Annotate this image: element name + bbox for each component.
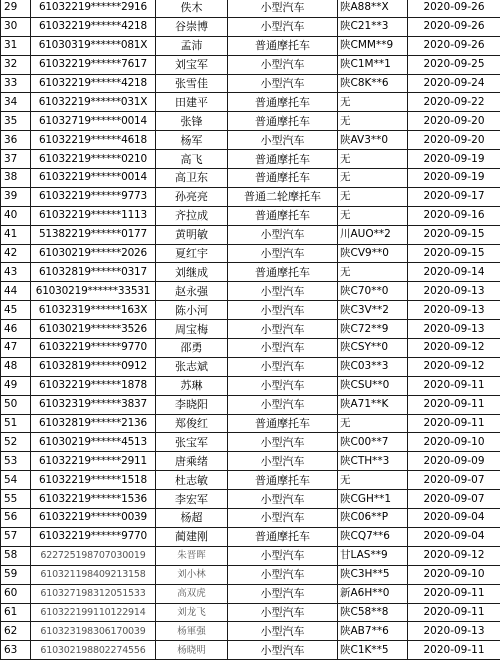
vehicle-type-cell: 小型汽车	[228, 603, 338, 622]
row-number-cell: 31	[1, 36, 31, 55]
person-name-cell: 邵勇	[156, 339, 228, 358]
plate-number-cell: 陕C06**P	[338, 509, 408, 528]
date-cell: 2020-09-10	[408, 565, 500, 584]
plate-number-cell: 无	[338, 263, 408, 282]
id-number-cell: 61032819******2136	[31, 414, 156, 433]
table-row	[1, 395, 500, 414]
person-name-cell: 杨晓明	[156, 641, 228, 660]
id-number-cell: 61032219******9770	[31, 527, 156, 546]
id-number-cell: 51382219******0177	[31, 225, 156, 244]
date-cell: 2020-09-12	[408, 339, 500, 358]
plate-number-cell: 无	[338, 93, 408, 112]
person-name-cell: 苏琳	[156, 376, 228, 395]
table-row	[1, 17, 500, 36]
date-cell: 2020-09-11	[408, 376, 500, 395]
vehicle-type-cell: 小型汽车	[228, 0, 338, 17]
vehicle-type-cell: 小型汽车	[228, 641, 338, 660]
vehicle-type-cell: 小型汽车	[228, 395, 338, 414]
plate-number-cell: 陕CV9**0	[338, 244, 408, 263]
id-number-cell: 61032219******7617	[31, 55, 156, 74]
vehicle-type-cell: 小型汽车	[228, 320, 338, 339]
id-number-cell: 61030219******2026	[31, 244, 156, 263]
plate-number-cell: 无	[338, 414, 408, 433]
id-number-cell: 61032219******031X	[31, 93, 156, 112]
vehicle-type-cell: 普通摩托车	[228, 414, 338, 433]
row-number-cell: 49	[1, 376, 31, 395]
plate-number-cell: 陕C72**9	[338, 320, 408, 339]
vehicle-type-cell: 小型汽车	[228, 282, 338, 301]
id-number-cell: 61032219******0014	[31, 169, 156, 188]
plate-number-cell: 陕C00**7	[338, 433, 408, 452]
person-name-cell: 夏红宇	[156, 244, 228, 263]
vehicle-type-cell: 普通摩托车	[228, 263, 338, 282]
vehicle-type-cell: 小型汽车	[228, 55, 338, 74]
date-cell: 2020-09-19	[408, 169, 500, 188]
person-name-cell: 高飞	[156, 150, 228, 169]
vehicle-type-cell: 小型汽车	[228, 131, 338, 150]
table-row	[1, 187, 500, 206]
person-name-cell: 黄明敏	[156, 225, 228, 244]
table-row	[1, 357, 500, 376]
row-number-cell: 48	[1, 357, 31, 376]
table-row	[1, 112, 500, 131]
table-row	[1, 584, 500, 603]
table-row	[1, 55, 500, 74]
vehicle-type-cell: 小型汽车	[228, 301, 338, 320]
row-number-cell: 30	[1, 17, 31, 36]
plate-number-cell: 陕C1K**5	[338, 641, 408, 660]
person-name-cell: 刘宝军	[156, 55, 228, 74]
row-number-cell: 45	[1, 301, 31, 320]
date-cell: 2020-09-20	[408, 131, 500, 150]
table-row	[1, 622, 500, 641]
person-name-cell: 杜志敏	[156, 471, 228, 490]
vehicle-type-cell: 小型汽车	[228, 225, 338, 244]
person-name-cell: 齐拉成	[156, 206, 228, 225]
person-name-cell: 杨军	[156, 131, 228, 150]
table-row	[1, 36, 500, 55]
row-number-cell: 54	[1, 471, 31, 490]
id-number-cell: 610321198409213158	[31, 565, 156, 584]
date-cell: 2020-09-11	[408, 584, 500, 603]
plate-number-cell: 陕C03**3	[338, 357, 408, 376]
table-row	[1, 565, 500, 584]
row-number-cell: 39	[1, 187, 31, 206]
person-name-cell: 刘小林	[156, 565, 228, 584]
id-number-cell: 61032219******2916	[31, 0, 156, 17]
plate-number-cell: 无	[338, 169, 408, 188]
vehicle-type-cell: 小型汽车	[228, 622, 338, 641]
plate-number-cell: 陕AV3**0	[338, 131, 408, 150]
date-cell: 2020-09-13	[408, 301, 500, 320]
date-cell: 2020-09-14	[408, 263, 500, 282]
date-cell: 2020-09-15	[408, 225, 500, 244]
plate-number-cell: 无	[338, 112, 408, 131]
id-number-cell: 61032219******4218	[31, 74, 156, 93]
id-number-cell: 61032319******163X	[31, 301, 156, 320]
person-name-cell: 刘继成	[156, 263, 228, 282]
id-number-cell: 61032819******0912	[31, 357, 156, 376]
table-row	[1, 150, 500, 169]
date-cell: 2020-09-07	[408, 471, 500, 490]
date-cell: 2020-09-26	[408, 36, 500, 55]
date-cell: 2020-09-10	[408, 433, 500, 452]
id-number-cell: 61030219******4513	[31, 433, 156, 452]
vehicle-type-cell: 小型汽车	[228, 452, 338, 471]
table-row	[1, 641, 500, 660]
plate-number-cell: 无	[338, 150, 408, 169]
date-cell: 2020-09-04	[408, 527, 500, 546]
vehicle-type-cell: 小型汽车	[228, 244, 338, 263]
vehicle-type-cell: 普通二轮摩托车	[228, 187, 338, 206]
vehicle-type-cell: 小型汽车	[228, 490, 338, 509]
person-name-cell: 周宝梅	[156, 320, 228, 339]
person-name-cell: 张志斌	[156, 357, 228, 376]
id-number-cell: 610327198312051533	[31, 584, 156, 603]
plate-number-cell: 无	[338, 187, 408, 206]
row-number-cell: 46	[1, 320, 31, 339]
plate-number-cell: 陕C3V**2	[338, 301, 408, 320]
plate-number-cell: 陕C58**8	[338, 603, 408, 622]
person-name-cell: 李晓阳	[156, 395, 228, 414]
row-number-cell: 55	[1, 490, 31, 509]
row-number-cell: 57	[1, 527, 31, 546]
table-row	[1, 301, 500, 320]
id-number-cell: 61030219******33531	[31, 282, 156, 301]
person-name-cell: 李宏军	[156, 490, 228, 509]
id-number-cell: 61032219******2911	[31, 452, 156, 471]
row-number-cell: 60	[1, 584, 31, 603]
table-row	[1, 169, 500, 188]
id-number-cell: 61032819******0317	[31, 263, 156, 282]
row-number-cell: 40	[1, 206, 31, 225]
table-row	[1, 452, 500, 471]
row-number-cell: 63	[1, 641, 31, 660]
plate-number-cell: 陕CGH**1	[338, 490, 408, 509]
date-cell: 2020-09-16	[408, 206, 500, 225]
date-cell: 2020-09-19	[408, 150, 500, 169]
plate-number-cell: 陕AB7**6	[338, 622, 408, 641]
person-name-cell: 孟沛	[156, 36, 228, 55]
row-number-cell: 59	[1, 565, 31, 584]
plate-number-cell: 甘LAS**9	[338, 546, 408, 565]
vehicle-type-cell: 普通摩托车	[228, 112, 338, 131]
plate-number-cell: 陕A88**X	[338, 0, 408, 17]
date-cell: 2020-09-04	[408, 509, 500, 528]
date-cell: 2020-09-13	[408, 282, 500, 301]
date-cell: 2020-09-26	[408, 0, 500, 17]
row-number-cell: 32	[1, 55, 31, 74]
vehicle-type-cell: 普通摩托车	[228, 150, 338, 169]
person-name-cell: 蔺建刚	[156, 527, 228, 546]
row-number-cell: 47	[1, 339, 31, 358]
date-cell: 2020-09-22	[408, 93, 500, 112]
date-cell: 2020-09-20	[408, 112, 500, 131]
table-row	[1, 376, 500, 395]
date-cell: 2020-09-11	[408, 603, 500, 622]
id-number-cell: 61032219******4218	[31, 17, 156, 36]
vehicle-type-cell: 普通摩托车	[228, 93, 338, 112]
date-cell: 2020-09-17	[408, 187, 500, 206]
row-number-cell: 52	[1, 433, 31, 452]
table-row	[1, 320, 500, 339]
row-number-cell: 50	[1, 395, 31, 414]
date-cell: 2020-09-13	[408, 320, 500, 339]
person-name-cell: 唐乘绪	[156, 452, 228, 471]
table-row	[1, 93, 500, 112]
plate-number-cell: 陕C1M**1	[338, 55, 408, 74]
table-row	[1, 414, 500, 433]
plate-number-cell: 陕A71**K	[338, 395, 408, 414]
person-name-cell: 高双虎	[156, 584, 228, 603]
row-number-cell: 56	[1, 509, 31, 528]
table-row	[1, 244, 500, 263]
plate-number-cell: 陕CTH**3	[338, 452, 408, 471]
row-number-cell: 44	[1, 282, 31, 301]
id-number-cell: 61032219******1536	[31, 490, 156, 509]
row-number-cell: 36	[1, 131, 31, 150]
person-name-cell: 杨超	[156, 509, 228, 528]
id-number-cell: 61032219******1878	[31, 376, 156, 395]
id-number-cell: 61032219******9773	[31, 187, 156, 206]
date-cell: 2020-09-11	[408, 641, 500, 660]
table-row	[1, 509, 500, 528]
person-name-cell: 田建平	[156, 93, 228, 112]
plate-number-cell: 陕CSU**0	[338, 376, 408, 395]
row-number-cell: 43	[1, 263, 31, 282]
table-row	[1, 546, 500, 565]
vehicle-type-cell: 普通摩托车	[228, 206, 338, 225]
date-cell: 2020-09-13	[408, 622, 500, 641]
id-number-cell: 610322199110122914	[31, 603, 156, 622]
plate-number-cell: 陕CMM**9	[338, 36, 408, 55]
row-number-cell: 33	[1, 74, 31, 93]
table-row	[1, 131, 500, 150]
person-name-cell: 陈小河	[156, 301, 228, 320]
table-row	[1, 339, 500, 358]
plate-number-cell: 陕CSY**0	[338, 339, 408, 358]
id-number-cell: 61032719******0014	[31, 112, 156, 131]
date-cell: 2020-09-12	[408, 357, 500, 376]
row-number-cell: 61	[1, 603, 31, 622]
row-number-cell: 53	[1, 452, 31, 471]
vehicle-type-cell: 小型汽车	[228, 74, 338, 93]
table-body	[1, 0, 500, 660]
person-name-cell: 谷崇博	[156, 17, 228, 36]
vehicle-type-cell: 小型汽车	[228, 357, 338, 376]
id-number-cell: 61032219******1113	[31, 206, 156, 225]
id-number-cell: 61032219******9770	[31, 339, 156, 358]
id-number-cell: 61032219******1518	[31, 471, 156, 490]
vehicle-type-cell: 小型汽车	[228, 339, 338, 358]
table-row	[1, 0, 500, 17]
id-number-cell: 61030319******081X	[31, 36, 156, 55]
vehicle-type-cell: 小型汽车	[228, 565, 338, 584]
date-cell: 2020-09-25	[408, 55, 500, 74]
row-number-cell: 41	[1, 225, 31, 244]
vehicle-type-cell: 小型汽车	[228, 509, 338, 528]
row-number-cell: 58	[1, 546, 31, 565]
row-number-cell: 37	[1, 150, 31, 169]
date-cell: 2020-09-09	[408, 452, 500, 471]
vehicle-type-cell: 小型汽车	[228, 584, 338, 603]
person-name-cell: 佚木	[156, 0, 228, 17]
plate-number-cell: 无	[338, 206, 408, 225]
plate-number-cell: 陕C8K**6	[338, 74, 408, 93]
id-number-cell: 61032219******0210	[31, 150, 156, 169]
person-name-cell: 张雪佳	[156, 74, 228, 93]
table-row	[1, 490, 500, 509]
plate-number-cell: 无	[338, 471, 408, 490]
plate-number-cell: 陕C3H**5	[338, 565, 408, 584]
id-number-cell: 61032219******4618	[31, 131, 156, 150]
row-number-cell: 34	[1, 93, 31, 112]
person-name-cell: 赵永强	[156, 282, 228, 301]
table-row	[1, 471, 500, 490]
person-name-cell: 杨軍强	[156, 622, 228, 641]
row-number-cell: 42	[1, 244, 31, 263]
id-number-cell: 610323198306170039	[31, 622, 156, 641]
row-number-cell: 51	[1, 414, 31, 433]
table-row	[1, 527, 500, 546]
table-row	[1, 282, 500, 301]
id-number-cell: 610302198802274556	[31, 641, 156, 660]
id-number-cell: 622725198707030019	[31, 546, 156, 565]
plate-number-cell: 陕C70**0	[338, 282, 408, 301]
person-name-cell: 高卫东	[156, 169, 228, 188]
id-number-cell: 61032319******3837	[31, 395, 156, 414]
plate-number-cell: 川AUO**2	[338, 225, 408, 244]
person-name-cell: 朱晋晖	[156, 546, 228, 565]
date-cell: 2020-09-07	[408, 490, 500, 509]
person-name-cell: 张锋	[156, 112, 228, 131]
plate-number-cell: 新A6H**0	[338, 584, 408, 603]
vehicle-type-cell: 普通摩托车	[228, 527, 338, 546]
id-number-cell: 61032219******0039	[31, 509, 156, 528]
person-name-cell: 孙亮亮	[156, 187, 228, 206]
person-name-cell: 刘龙飞	[156, 603, 228, 622]
date-cell: 2020-09-24	[408, 74, 500, 93]
row-number-cell: 29	[1, 0, 31, 17]
table-row	[1, 603, 500, 622]
plate-number-cell: 陕CQ7**6	[338, 527, 408, 546]
row-number-cell: 35	[1, 112, 31, 131]
row-number-cell: 38	[1, 169, 31, 188]
person-name-cell: 张宝军	[156, 433, 228, 452]
id-number-cell: 61030219******3526	[31, 320, 156, 339]
table-row	[1, 263, 500, 282]
date-cell: 2020-09-26	[408, 17, 500, 36]
date-cell: 2020-09-12	[408, 546, 500, 565]
vehicle-type-cell: 小型汽车	[228, 17, 338, 36]
vehicle-type-cell: 普通摩托车	[228, 36, 338, 55]
vehicle-type-cell: 小型汽车	[228, 546, 338, 565]
table-row	[1, 433, 500, 452]
vehicle-type-cell: 普通摩托车	[228, 169, 338, 188]
date-cell: 2020-09-15	[408, 244, 500, 263]
table-row	[1, 206, 500, 225]
date-cell: 2020-09-11	[408, 414, 500, 433]
vehicle-type-cell: 小型汽车	[228, 376, 338, 395]
plate-number-cell: 陕C21**3	[338, 17, 408, 36]
table-row	[1, 74, 500, 93]
table-row	[1, 225, 500, 244]
vehicle-type-cell: 普通摩托车	[228, 471, 338, 490]
row-number-cell: 62	[1, 622, 31, 641]
date-cell: 2020-09-11	[408, 395, 500, 414]
vehicle-type-cell: 小型汽车	[228, 433, 338, 452]
person-name-cell: 郑俊红	[156, 414, 228, 433]
